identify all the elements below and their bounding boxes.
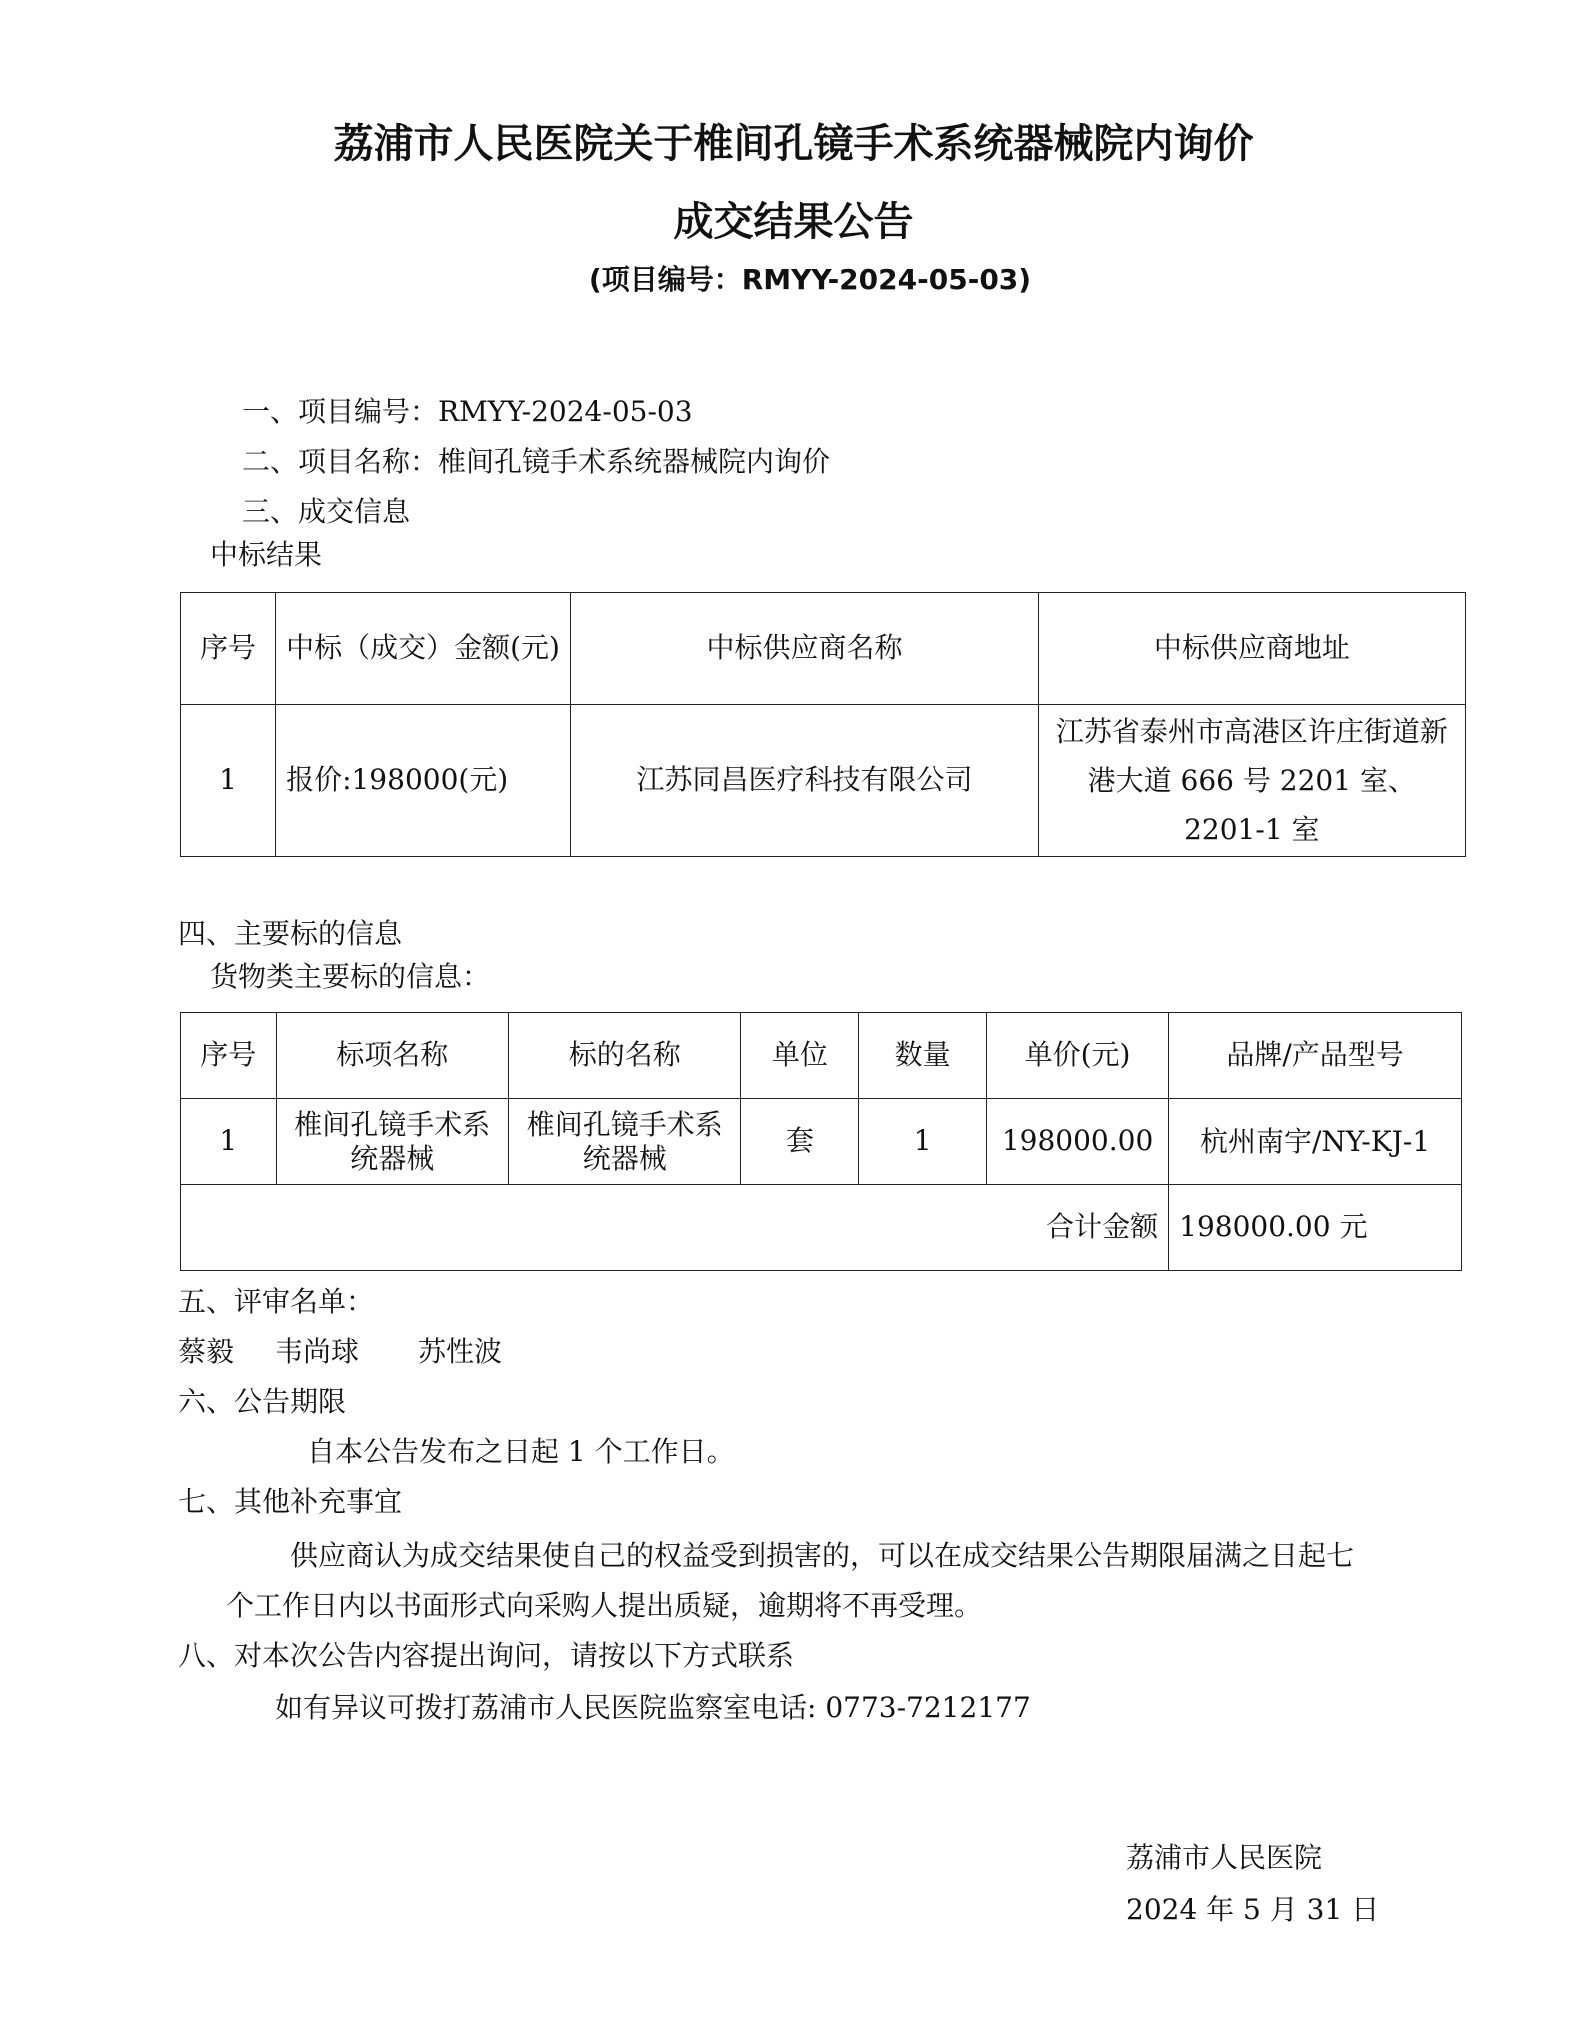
supplementary-text-line1: 供应商认为成交结果使自己的权益受到损害的，可以在成交结果公告期限届满之日起七 — [290, 1539, 1355, 1572]
issue-date: 2024 年 5 月 31 日 — [1126, 1893, 1380, 1926]
goods-table — [180, 1012, 1462, 1271]
contact-text: 如有异议可拨打荔浦市人民医院监察室电话: 0773-7212177 — [275, 1691, 1031, 1724]
header-cell: 序号 — [181, 1013, 277, 1099]
header-cell: 品牌/产品型号 — [1169, 1013, 1462, 1099]
supplementary-text-line2: 个工作日内以书面形式向采购人提出质疑，逾期将不再受理。 — [226, 1589, 983, 1622]
doc-title-line1: 荔浦市人民医院关于椎间孔镜手术系统器械院内询价 — [333, 121, 1254, 167]
announcement-period-text: 自本公告发布之日起 1 个工作日。 — [307, 1435, 735, 1468]
section-3-heading: 三、成交信息 — [242, 495, 411, 528]
total-row — [181, 1185, 1462, 1271]
doc-title-line2: 成交结果公告 — [673, 199, 914, 245]
goods-table-header — [181, 1013, 1462, 1099]
header-cell: 序号 — [181, 593, 276, 705]
header-cell: 数量 — [859, 1013, 987, 1099]
award-table-header — [181, 593, 1466, 705]
reviewer-2: 韦尚球 — [275, 1335, 360, 1368]
issuer-org: 荔浦市人民医院 — [1126, 1841, 1323, 1874]
header-cell: 中标供应商地址 — [1038, 593, 1465, 705]
section-7-heading: 七、其他补充事宜 — [178, 1485, 403, 1518]
cell-supplier: 江苏同昌医疗科技有限公司 — [571, 705, 1038, 857]
project-number-subtitle: (项目编号：RMYY-2024-05-03) — [588, 263, 1032, 296]
total-label: 合计金额 — [181, 1185, 1169, 1271]
section-5-heading: 五、评审名单： — [178, 1285, 375, 1318]
header-cell: 标的名称 — [509, 1013, 741, 1099]
award-table — [180, 592, 1466, 857]
header-cell: 标项名称 — [276, 1013, 508, 1099]
cell-address: 江苏省泰州市高港区许庄街道新港大道 666 号 2201 室、2201-1 室 — [1038, 705, 1465, 857]
cell-subject-name: 椎间孔镜手术系统器械 — [509, 1099, 741, 1185]
header-cell: 中标（成交）金额(元) — [276, 593, 571, 705]
total-value: 198000.00 元 — [1169, 1185, 1462, 1271]
header-cell: 中标供应商名称 — [571, 593, 1038, 705]
cell-no: 1 — [181, 1099, 277, 1185]
table-row — [181, 705, 1466, 857]
reviewer-3: 苏性波 — [418, 1335, 503, 1368]
section-4-heading: 四、主要标的信息 — [178, 917, 403, 950]
cell-price: 198000.00 — [987, 1099, 1169, 1185]
award-result-label: 中标结果 — [210, 538, 323, 571]
cell-brand: 杭州南宇/NY-KJ-1 — [1169, 1099, 1462, 1185]
goods-info-label: 货物类主要标的信息： — [210, 960, 491, 993]
table-row — [181, 1099, 1462, 1185]
header-cell: 单价(元) — [987, 1013, 1169, 1099]
cell-unit: 套 — [741, 1099, 859, 1185]
cell-qty: 1 — [859, 1099, 987, 1185]
section-2-project-name: 二、项目名称：椎间孔镜手术系统器械院内询价 — [242, 445, 831, 478]
section-1-project-no: 一、项目编号：RMYY-2024-05-03 — [242, 395, 693, 428]
section-6-heading: 六、公告期限 — [178, 1385, 347, 1418]
reviewer-1: 蔡毅 — [178, 1335, 235, 1368]
cell-no: 1 — [181, 705, 276, 857]
header-cell: 单位 — [741, 1013, 859, 1099]
cell-amount: 报价:198000(元) — [276, 705, 571, 857]
cell-item-name: 椎间孔镜手术系统器械 — [276, 1099, 508, 1185]
section-8-heading: 八、对本次公告内容提出询问，请按以下方式联系 — [178, 1639, 795, 1672]
